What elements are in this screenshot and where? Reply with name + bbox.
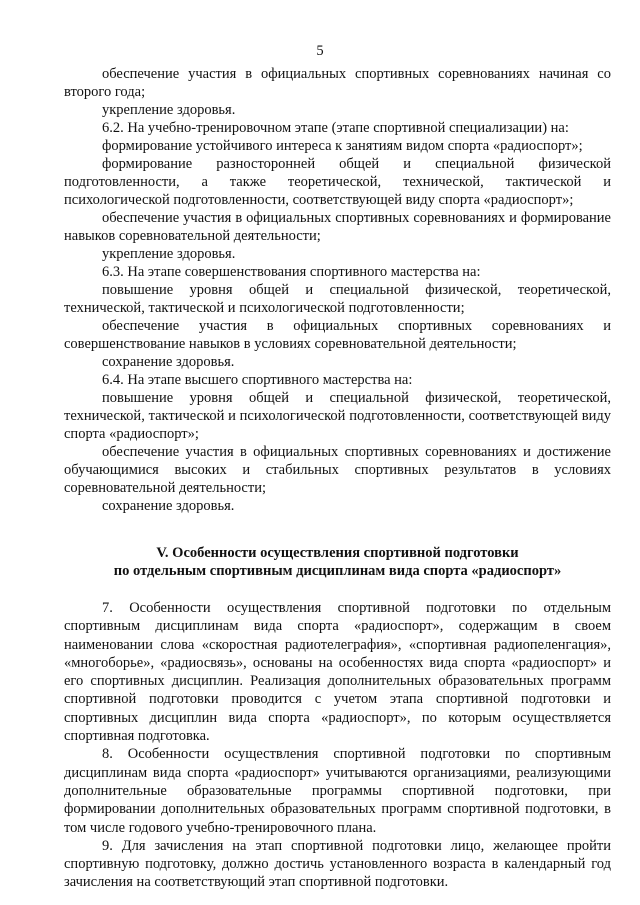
top-paragraph: укрепление здоровья. <box>102 102 236 118</box>
section-heading-line-1: V. Особенности осуществления спортивной подготовки <box>156 545 519 561</box>
top-paragraph: обеспечение участия в официальных спортивных соревнованиях и совершенствование навыков в условиях соревновательной деятельности; <box>64 318 611 352</box>
section-5-paragraph: 7. Особенности осуществления спортивной подготовки по отдельным спортивным дисциплинам вида спорта «радиоспорт», содержащим в своем наименовании слова «скоростная радиотелеграфия», «спортивная радиопеленгация», «многоборье», «радиосвязь», основаны на особенностях вида спорта «радиоспорт» и его спортивных дисциплин. Реализация дополнительных образовательных программ спортивной подготовки проводится с учетом этапа спортивной подготовки и спортивных дисциплин вида спорта «радиоспорт», по которым осуществляется спортивная подготовка. <box>64 600 611 745</box>
top-paragraph: 6.3. На этапе совершенствования спортивного мастерства на: <box>102 264 481 280</box>
top-paragraph: 6.4. На этапе высшего спортивного мастерства на: <box>102 372 413 388</box>
document-body <box>64 65 611 892</box>
section-5-paragraph: 8. Особенности осуществления спортивной подготовки по спортивным дисциплинам вида спорта «радиоспорт» учитываются организациями, реализующими дополнительные образовательные программы спортивной подготовки, при формировании дополнительных образовательных программ спортивной подготовки, в том числе годового учебно-тренировочного плана. <box>64 746 611 836</box>
top-paragraph: обеспечение участия в официальных спортивных соревнованиях начиная со второго года; <box>64 66 611 100</box>
top-paragraph: повышение уровня общей и специальной физической, теоретической, технической, тактической и психологической подготовленности; <box>64 282 611 316</box>
page-number: 5 <box>316 43 324 59</box>
top-paragraph: обеспечение участия в официальных спортивных соревнованиях и формирование навыков соревновательной деятельности; <box>64 210 611 244</box>
top-paragraph: формирование разносторонней общей и специальной физической подготовленности, а также теоретической, технической, тактической и психологической подготовленности, соответствующей виду спорта «радиоспорт»; <box>64 156 611 208</box>
top-paragraph: сохранение здоровья. <box>102 498 235 514</box>
top-paragraph: повышение уровня общей и специальной физической, теоретической, технической, тактической и психологической подготовленности, соответствующей виду спорта «радиоспорт»; <box>64 390 611 442</box>
top-paragraph: укрепление здоровья. <box>102 246 236 262</box>
top-paragraph: формирование устойчивого интереса к занятиям видом спорта «радиоспорт»; <box>102 138 583 154</box>
top-paragraph: обеспечение участия в официальных спортивных соревнованиях и достижение обучающимися высоких и стабильных спортивных результатов в условиях соревновательной деятельности; <box>64 444 611 496</box>
section-5-paragraph: 9. Для зачисления на этап спортивной подготовки лицо, желающее пройти спортивную подготовку, должно достичь установленного возраста в календарный год зачисления на соответствующий этап спортивной подготовки. <box>64 837 611 891</box>
top-paragraph: сохранение здоровья. <box>102 354 235 370</box>
section-heading <box>64 544 611 580</box>
section-heading-line-2: по отдельным спортивным дисциплинам вида спорта «радиоспорт» <box>113 563 562 579</box>
paragraphs-top <box>64 65 611 515</box>
top-paragraph: 6.2. На учебно-тренировочном этапе (этапе спортивной специализации) на: <box>102 120 569 136</box>
paragraphs-section-5 <box>64 599 611 892</box>
